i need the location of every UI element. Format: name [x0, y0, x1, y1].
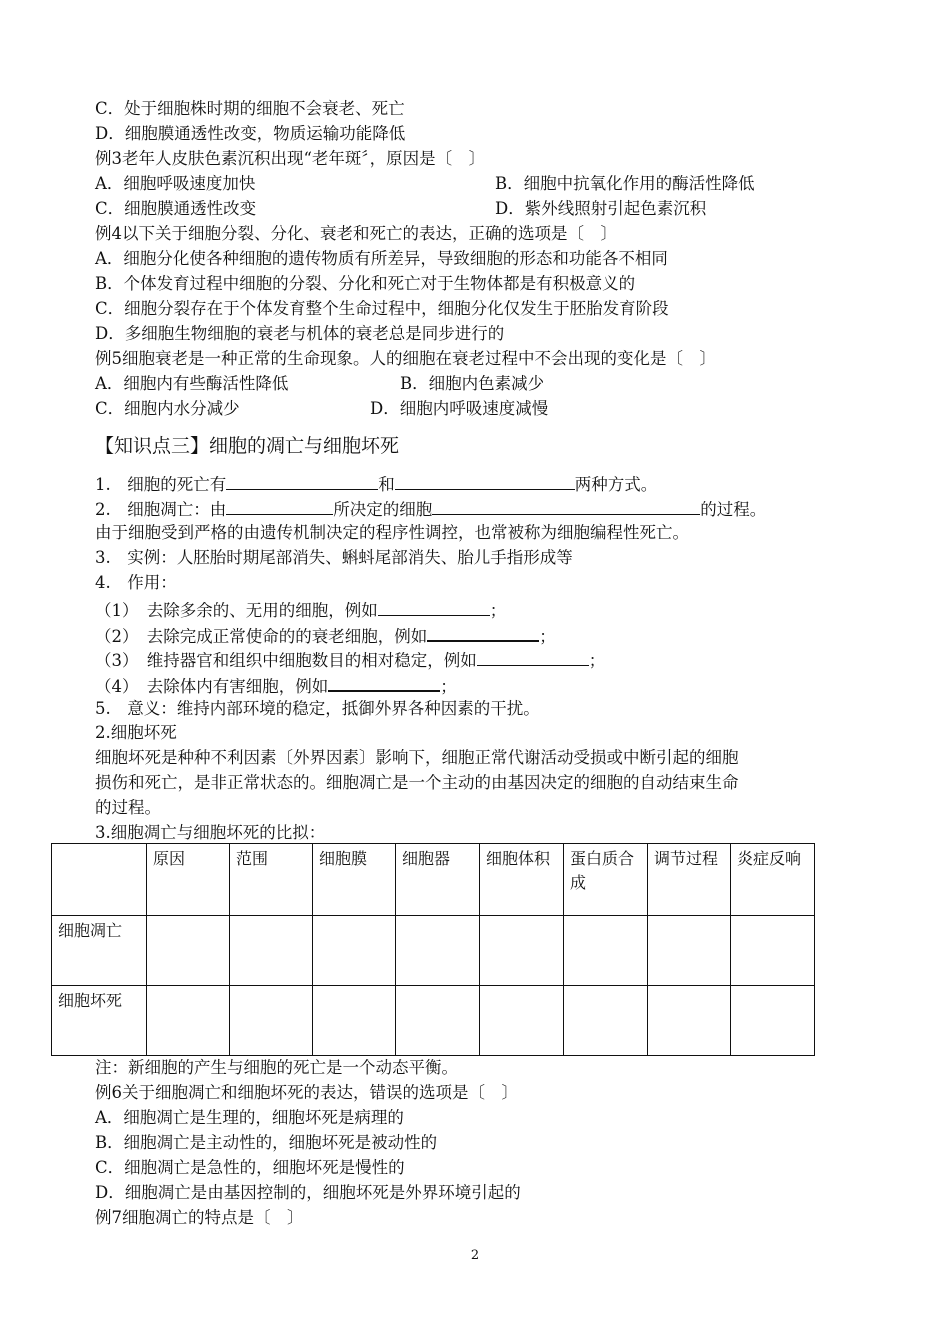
ex5-option-a: A．细胞内有些酶活性降低	[95, 374, 289, 393]
ex6-option-c: C．细胞凋亡是急性的，细胞坏死是慢性的	[95, 1158, 405, 1177]
table-row	[52, 986, 815, 1056]
option-c-ex2: C．处于细胞株时期的细胞不会衰老、死亡	[95, 99, 405, 118]
fill-line-1: 1. 细胞的死亡有 和 两种方式。	[95, 472, 657, 494]
necrosis-para-3: 的过程。	[95, 798, 161, 817]
ex6-option-b: B．细胞凋亡是主动性的，细胞坏死是被动性的	[95, 1133, 438, 1152]
ex4-option-b: B．个体发育过程中细胞的分裂、分化和死亡对于生物体都是有积极意义的	[95, 274, 636, 293]
table-cell[interactable]	[147, 986, 230, 1056]
table-header-cell: 细胞体积	[480, 844, 564, 916]
function-item-4: （4） 去除体内有害细胞，例如 ；	[95, 673, 457, 695]
table-header-row	[52, 844, 815, 916]
necrosis-para-2: 损伤和死亡，是非正常状态的。细胞凋亡是一个主动的由基因决定的细胞的自动结束生命	[95, 773, 739, 792]
blank-1b[interactable]	[395, 472, 575, 490]
row-label-apoptosis: 细胞凋亡	[52, 916, 147, 986]
table-row	[52, 916, 815, 986]
ex5-option-c: C．细胞内水分减少	[95, 399, 240, 418]
comparison-label: 3.细胞凋亡与细胞坏死的比拟：	[95, 823, 326, 842]
programmed-death-note: 由于细胞受到严格的由遗传机制决定的程序性调控，也常被称为细胞编程性死亡。	[95, 523, 689, 542]
table-cell[interactable]	[648, 986, 731, 1056]
section-heading: 【知识点三】细胞的凋亡与细胞坏死	[95, 435, 400, 457]
necrosis-subheading: 2.细胞坏死	[95, 723, 177, 742]
blank-1a[interactable]	[226, 472, 378, 490]
table-header-cell: 炎症反响	[731, 844, 815, 916]
example-7-question: 例7细胞凋亡的特点是〔 〕	[95, 1208, 304, 1227]
balance-note: 注：新细胞的产生与细胞的死亡是一个动态平衡。	[95, 1058, 458, 1077]
table-header-cell: 细胞膜	[313, 844, 396, 916]
blank-2b[interactable]	[432, 497, 700, 515]
table-cell[interactable]	[313, 986, 396, 1056]
table-cell[interactable]	[230, 916, 313, 986]
ex4-option-d: D．多细胞生物细胞的衰老与机体的衰老总是同步进行的	[95, 324, 505, 343]
table-cell[interactable]	[147, 916, 230, 986]
table-header-cell: 原因	[147, 844, 230, 916]
row-label-necrosis: 细胞坏死	[52, 986, 147, 1056]
example-5-question: 例5细胞衰老是一种正常的生命现象。人的细胞在衰老过程中不会出现的变化是〔 〕	[95, 349, 716, 368]
table-cell[interactable]	[564, 986, 648, 1056]
fill-line-2: 2. 细胞凋亡：由 所决定的细胞 的过程。	[95, 497, 766, 519]
examples-line: 3. 实例：人胚胎时期尾部消失、蝌蚪尾部消失、胎儿手指形成等	[95, 548, 573, 567]
ex3-option-d: D．紫外线照射引起色素沉积	[495, 199, 707, 218]
table-header-cell: 细胞器	[396, 844, 480, 916]
ex5-option-b: B．细胞内色素减少	[400, 374, 545, 393]
blank-f4[interactable]	[328, 673, 440, 692]
ex6-option-a: A．细胞凋亡是生理的，细胞坏死是病理的	[95, 1108, 404, 1127]
blank-f1[interactable]	[378, 598, 490, 616]
table-cell[interactable]	[648, 916, 731, 986]
ex6-option-d: D．细胞凋亡是由基因控制的，细胞坏死是外界环境引起的	[95, 1183, 521, 1202]
ex4-option-c: C．细胞分裂存在于个体发育整个生命过程中，细胞分化仅发生于胚胎发育阶段	[95, 299, 669, 318]
example-4-question: 例4以下关于细胞分裂、分化、衰老和死亡的表达，正确的选项是〔 〕	[95, 224, 617, 243]
ex5-option-d: D．细胞内呼吸速度减慢	[370, 399, 549, 418]
comparison-table	[51, 843, 815, 1056]
blank-2a[interactable]	[226, 497, 333, 515]
table-cell[interactable]	[564, 916, 648, 986]
ex3-option-a: A．细胞呼吸速度加快	[95, 174, 256, 193]
function-item-1: （1） 去除多余的、无用的细胞，例如 ；	[95, 598, 506, 620]
ex3-option-c: C．细胞膜通透性改变	[95, 199, 257, 218]
ex3-option-b: B．细胞中抗氧化作用的酶活性降低	[495, 174, 755, 193]
table-header-cell: 调节过程	[648, 844, 731, 916]
significance-line: 5. 意义：维持内部环境的稳定，抵御外界各种因素的干扰。	[95, 699, 540, 718]
function-item-3: （3） 维持器官和组织中细胞数目的相对稳定，例如 ；	[95, 648, 605, 670]
table-cell[interactable]	[313, 916, 396, 986]
table-cell[interactable]	[480, 986, 564, 1056]
example-6-question: 例6关于细胞凋亡和细胞坏死的表达，错误的选项是〔 〕	[95, 1083, 518, 1102]
table-header-cell: 蛋白质合成	[564, 844, 648, 916]
function-label: 4. 作用：	[95, 573, 177, 592]
page-number: 2	[470, 1248, 480, 1263]
necrosis-para-1: 细胞坏死是种种不利因素〔外界因素〕影响下，细胞正常代谢活动受损或中断引起的细胞	[95, 748, 739, 767]
table-cell[interactable]	[731, 986, 815, 1056]
table-header-cell: 范围	[230, 844, 313, 916]
table-cell[interactable]	[396, 986, 480, 1056]
table-cell[interactable]	[731, 916, 815, 986]
option-d-ex2: D．细胞膜通透性改变，物质运输功能降低	[95, 124, 406, 143]
table-header-cell	[52, 844, 147, 916]
table-cell[interactable]	[230, 986, 313, 1056]
table-cell[interactable]	[396, 916, 480, 986]
blank-f2[interactable]	[427, 623, 539, 642]
blank-f3[interactable]	[477, 648, 589, 666]
ex4-option-a: A．细胞分化使各种细胞的遗传物质有所差异，导致细胞的形态和功能各不相同	[95, 249, 668, 268]
table-cell[interactable]	[480, 916, 564, 986]
example-3-question: 例3老年人皮肤色素沉积出现“老年斑〞，原因是〔 〕	[95, 149, 486, 168]
function-item-2: （2） 去除完成正常使命的的衰老细胞，例如 ；	[95, 623, 556, 645]
